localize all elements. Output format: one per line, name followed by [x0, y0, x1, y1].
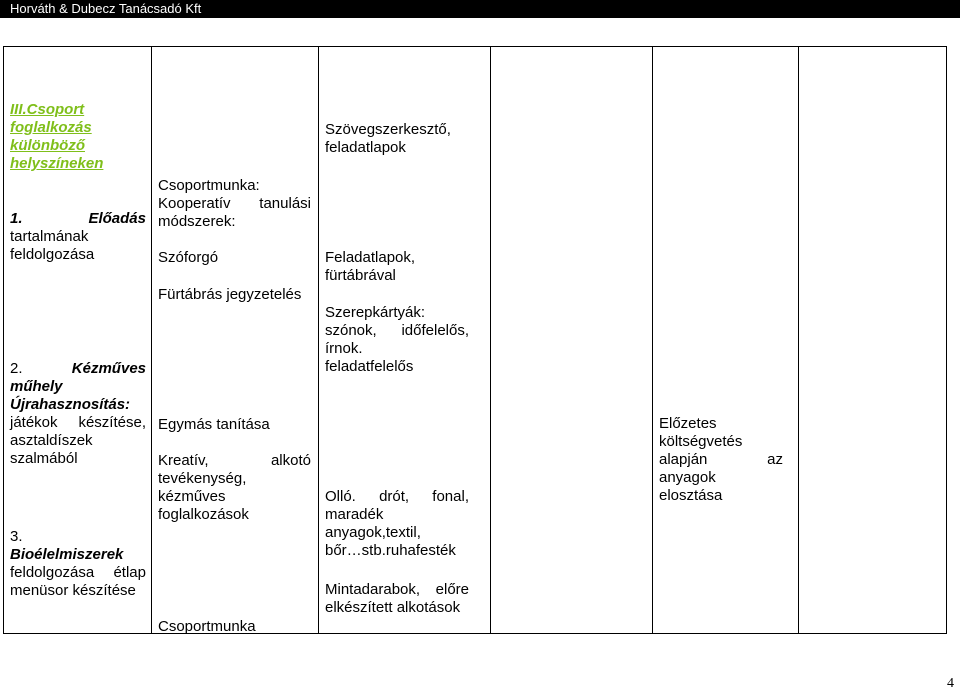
item-workshop: 2. Kézműves műhely Újrahasznosítás: játékok készítése, asztaldíszek szalmából [10, 360, 146, 467]
item-bio-food: 3. Bioélelmiszerek feldolgozása étlap menüsor készítése [10, 528, 146, 599]
topic-cell [4, 47, 152, 634]
activity-table [3, 46, 947, 634]
method-cell [152, 47, 319, 634]
tools-materials: Olló. drót, fonal, maradék anyagok,textil, bőr…stb.ruhafesték [325, 488, 469, 559]
method-word-round: Szóforgó [158, 249, 219, 266]
method-creative: Kreatív, alkotó tevékenység, kézműves foglalkozások [158, 452, 311, 523]
item-lecture: 1. Előadás tartalmának feldolgozása [10, 210, 146, 263]
method-teamwork: Csoportmunka [158, 618, 256, 635]
page-number: 4 [947, 676, 954, 691]
tools-samples: Mintadarabok, előre elkészített alkotások [325, 581, 469, 616]
section-heading: III.Csoport foglalkozás különböző helyszíneken [10, 101, 104, 172]
method-cluster-notes: Fürtábrás jegyzetelés [158, 286, 302, 303]
header-title: Horváth & Dubecz Tanácsadó Kft [10, 1, 202, 16]
budget-cell [653, 47, 799, 634]
table-row [4, 47, 947, 634]
budget-note: Előzetes költségvetés alapján az anyagok elosztása [659, 415, 783, 504]
page-header [0, 0, 960, 18]
tools-worksheets: Feladatlapok, fürtábrával [325, 249, 416, 284]
method-peer-teaching: Egymás tanítása [158, 416, 270, 433]
empty-cell [799, 47, 947, 634]
tools-cell [319, 47, 491, 634]
empty-cell [491, 47, 653, 634]
tools-role-cards: Szerepkártyák: szónok, időfelelős, írnok. feladatfelelős [325, 304, 469, 375]
method-group-work: Csoportmunka: Kooperatív tanulási módszerek: [158, 177, 311, 230]
tools-editor: Szövegszerkesztő, feladatlapok [325, 121, 451, 156]
